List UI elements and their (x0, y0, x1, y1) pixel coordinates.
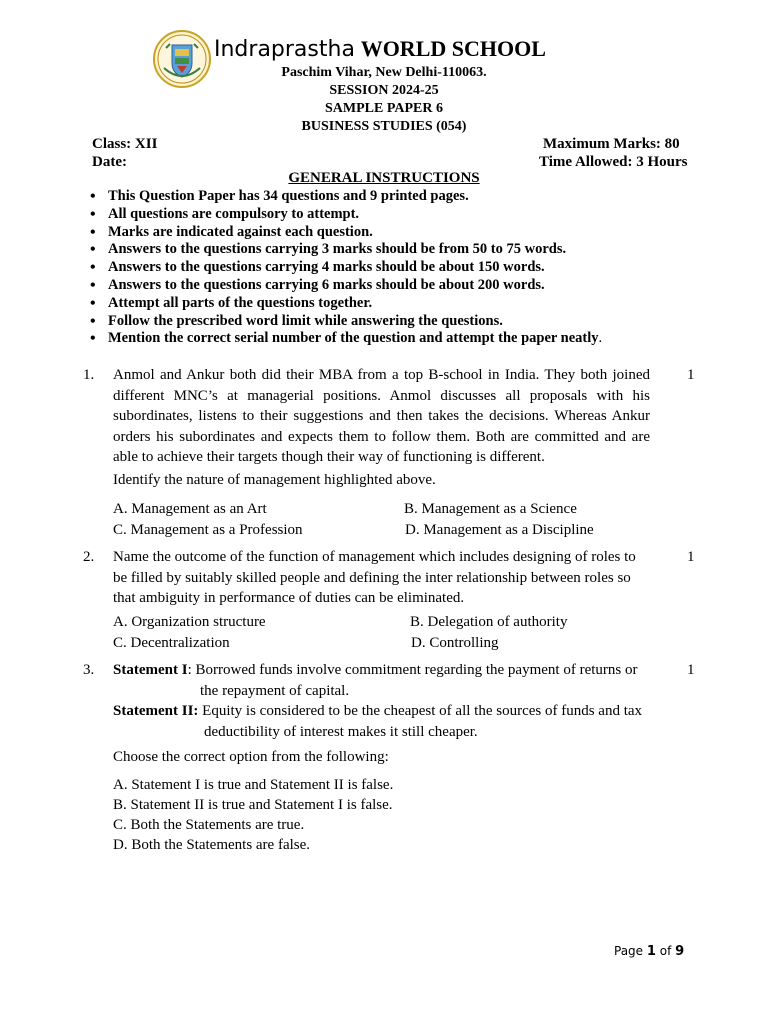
question-1-option-d: D. Management as a Discipline (405, 522, 594, 538)
question-1-number: 1. (83, 367, 95, 383)
page-total: 9 (675, 944, 685, 959)
question-1-text: Anmol and Ankur both did their MBA from a top B-school in India. They both joined different MNC’s at managerial positions. Anmol discusses all proposals with his subordinates, listens to their suggestions and then takes the decisions. Whereas Ankur orders his subordinates and expects them to follow them. Both are committed and are able to achieve their targets though their way of functioning is different. (113, 367, 650, 465)
instructions-title (0, 170, 768, 187)
question-1-marks: 1 (687, 367, 695, 383)
question-2-option-c: C. Decentralization (113, 635, 230, 651)
question-2-number: 2. (83, 549, 95, 565)
school-name (214, 34, 546, 65)
instruction-tail: . (598, 330, 603, 347)
instruction-text: Answers to the questions carrying 6 marks should be about 200 words. (108, 276, 545, 293)
question-2-option-b: B. Delegation of authority (410, 614, 568, 630)
instruction-item (90, 330, 602, 348)
question-3-prompt: Choose the correct option from the following: (113, 749, 389, 765)
instruction-text: Answers to the questions carrying 4 marks should be about 150 words. (108, 259, 545, 276)
page-word: Page (614, 944, 644, 958)
statement-2-label: Statement II: (113, 703, 199, 719)
question-3-option-b: B. Statement II is true and Statement I is false. (113, 797, 393, 813)
question-3-number: 3. (83, 662, 95, 678)
instruction-text: Marks are indicated against each question. (108, 223, 373, 240)
statement-2 (113, 701, 642, 722)
time-allowed: Time Allowed: 3 Hours (539, 154, 688, 170)
instruction-text: Answers to the questions carrying 3 marks should be from 50 to 75 words. (108, 241, 567, 258)
max-marks: Maximum Marks: 80 (543, 136, 680, 152)
instruction-text: All questions are compulsory to attempt. (108, 205, 360, 222)
statement-2-text: Equity is considered to be the cheapest of all the sources of funds and tax (198, 703, 643, 719)
paper-title: SAMPLE PAPER 6 (325, 101, 443, 116)
class-label: Class: XII (92, 136, 158, 152)
statement-1 (113, 660, 637, 681)
instruction-text: Mention the correct serial number of the question and attempt the paper neatly (108, 330, 599, 347)
school-name-part1: Indraprastha (214, 37, 355, 62)
subject-title: BUSINESS STUDIES (054) (301, 119, 467, 134)
question-2-option-d: D. Controlling (411, 635, 499, 651)
statement-1-label: Statement I (113, 662, 188, 678)
instruction-item (90, 277, 602, 295)
question-3-marks: 1 (687, 662, 695, 678)
instruction-item (90, 206, 602, 224)
question-1-option-c: C. Management as a Profession (113, 522, 303, 538)
school-address: Paschim Vihar, New Delhi-110063. (281, 65, 487, 80)
instruction-text: Attempt all parts of the questions together. (108, 294, 373, 311)
date-label: Date: (92, 154, 127, 170)
instruction-item (90, 259, 602, 277)
school-name-part2: WORLD SCHOOL (360, 36, 546, 61)
of-word: of (659, 944, 672, 958)
question-3-option-d: D. Both the Statements are false. (113, 837, 311, 853)
question-2-option-a: A. Organization structure (113, 614, 266, 630)
question-1-prompt: Identify the nature of management highlighted above. (113, 472, 436, 488)
instruction-item (90, 224, 602, 242)
instruction-item (90, 241, 602, 259)
question-3-option-c: C. Both the Statements are true. (113, 817, 305, 833)
question-1-option-a: A. Management as an Art (113, 501, 267, 517)
question-2-text: Name the outcome of the function of management which includes designing of roles to be filled by suitably skilled people and defining the inter relationship between roles so that ambiguity in performance of duties can be eliminated. (113, 549, 636, 606)
question-2-marks: 1 (687, 549, 695, 565)
instructions-title-text: GENERAL INSTRUCTIONS (288, 170, 480, 186)
page-footer (614, 942, 684, 961)
statement-2-continuation: deductibility of interest makes it still cheaper. (204, 724, 478, 740)
instruction-item (90, 188, 602, 206)
statement-1-text: : Borrowed funds involve commitment regarding the payment of returns or (187, 662, 638, 678)
instruction-item (90, 313, 602, 331)
instruction-item (90, 295, 602, 313)
session-line: SESSION 2024-25 (329, 83, 439, 98)
instruction-text: This Question Paper has 34 questions and 9 printed pages. (108, 188, 469, 204)
statement-1-continuation: the repayment of capital. (200, 683, 350, 699)
page-current: 1 (646, 944, 656, 959)
question-1-option-b: B. Management as a Science (404, 501, 577, 517)
instructions-list (90, 188, 602, 348)
question-3-option-a: A. Statement I is true and Statement II is false. (113, 777, 394, 793)
instruction-text: Follow the prescribed word limit while answering the questions. (108, 312, 503, 329)
